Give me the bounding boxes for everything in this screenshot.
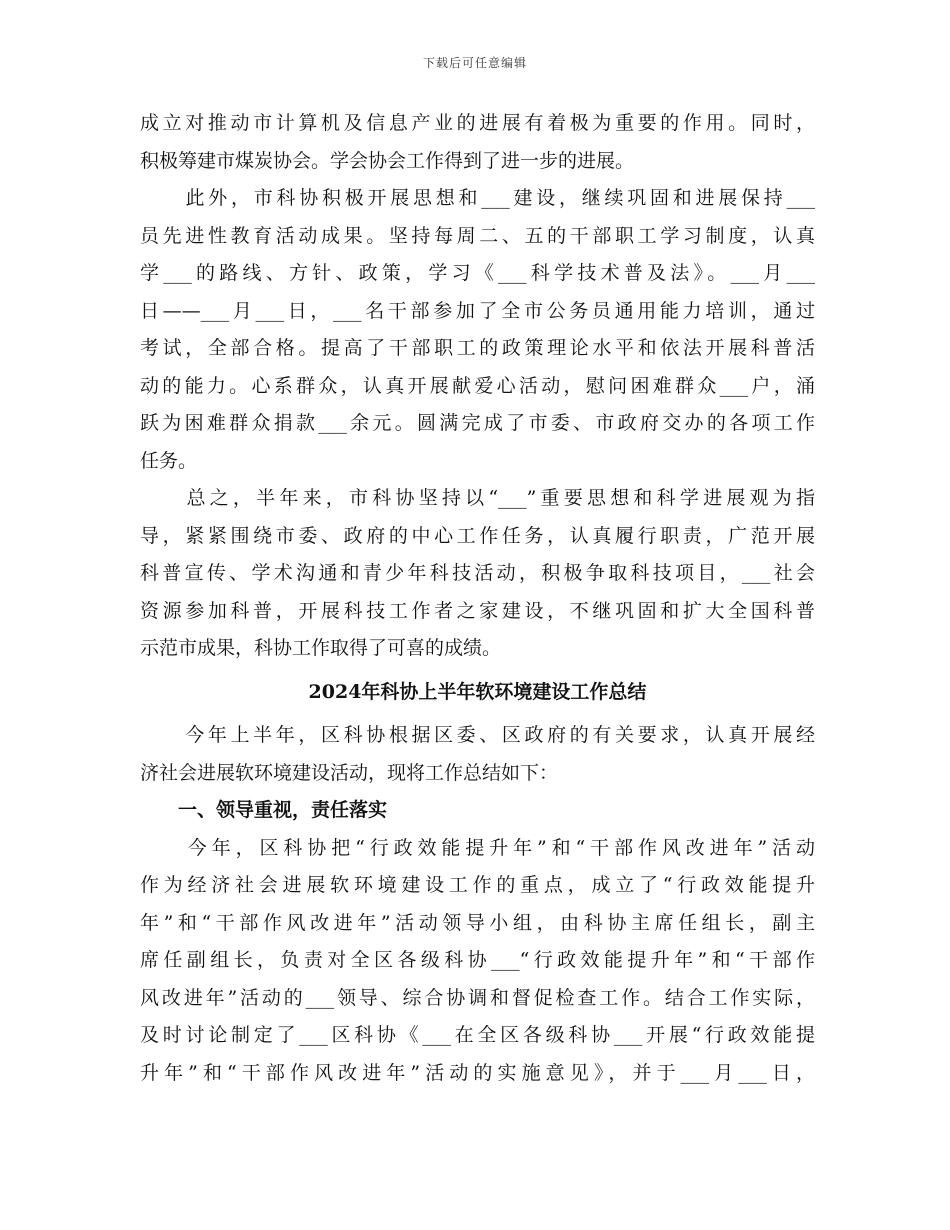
body-line: 学___的路线、方针、政策，学习《___科学技术普及法》。___月___ xyxy=(140,262,815,284)
body-line: 跃为困难群众捐款___余元。圆满完成了市委、市政府交办的各项工作 xyxy=(140,412,815,434)
subsection-heading: 一、领导重视，责任落实 xyxy=(140,799,388,821)
body-line: 今年上半年，区科协根据区委、区政府的有关要求，认真开展经 xyxy=(140,724,815,746)
body-line: 风改进年”活动的___领导、综合协调和督促检查工作。结合工作实际， xyxy=(140,986,815,1009)
body-line: 示范市成果，科协工作取得了可喜的成绩。 xyxy=(140,637,502,659)
section-title: 2024年科协上半年软环境建设工作总结 xyxy=(308,680,647,703)
body-line: 成立对推动市计算机及信息产业的进展有着极为重要的作用。同时， xyxy=(140,112,815,134)
body-line: 日——___月___日，___名干部参加了全市公务员通用能力培训，通过 xyxy=(140,299,815,322)
body-line: 员先进性教育活动成果。坚持每周二、五的干部职工学习制度，认真 xyxy=(140,224,815,247)
body-line: 作为经济社会进展软环境建设工作的重点，成立了“行政效能提升 xyxy=(140,874,815,896)
page-header: 下载后可任意编辑 xyxy=(422,56,527,70)
body-line: 任务。 xyxy=(140,449,198,472)
body-line: 考试，全部合格。提高了干部职工的政策理论水平和依法开展科普活 xyxy=(140,337,815,359)
body-line: 总之，半年来，市科协坚持以“___”重要思想和科学进展观为指 xyxy=(140,487,815,509)
body-line: 席任副组长，负责对全区各级科协___“行政效能提升年”和“干部作 xyxy=(140,949,815,971)
body-line: 及时讨论制定了___区科协《___在全区各级科协___开展“行政效能提 xyxy=(140,1024,815,1046)
body-line: 今年，区科协把“行政效能提升年”和“干部作风改进年”活动 xyxy=(140,836,815,859)
document-body xyxy=(140,105,815,1092)
body-line: 济社会进展软环境建设活动，现将工作总结如下： xyxy=(140,761,559,784)
body-line: 资源参加科普，开展科技工作者之家建设，不继巩固和扩大全国科普 xyxy=(140,599,815,622)
body-line: 升年”和“干部作风改进年”活动的实施意见》，并于___月___日， xyxy=(140,1061,815,1084)
body-line: 动的能力。心系群众，认真开展献爱心活动，慰问困难群众___户，涌 xyxy=(140,374,815,397)
body-line: 年”和“干部作风改进年”活动领导小组，由科协主席任组长，副主 xyxy=(140,911,815,934)
body-line: 科普宣传、学术沟通和青少年科技活动，积极争取科技项目，___社会 xyxy=(140,562,815,584)
body-line: 积极筹建市煤炭协会。学会协会工作得到了进一步的进展。 xyxy=(140,149,635,172)
body-line: 此外，市科协积极开展思想和___建设，继续巩固和进展保持___ xyxy=(140,187,815,209)
body-line: 导，紧紧围绕市委、政府的中心工作任务，认真履行职责，广范开展 xyxy=(140,524,815,547)
